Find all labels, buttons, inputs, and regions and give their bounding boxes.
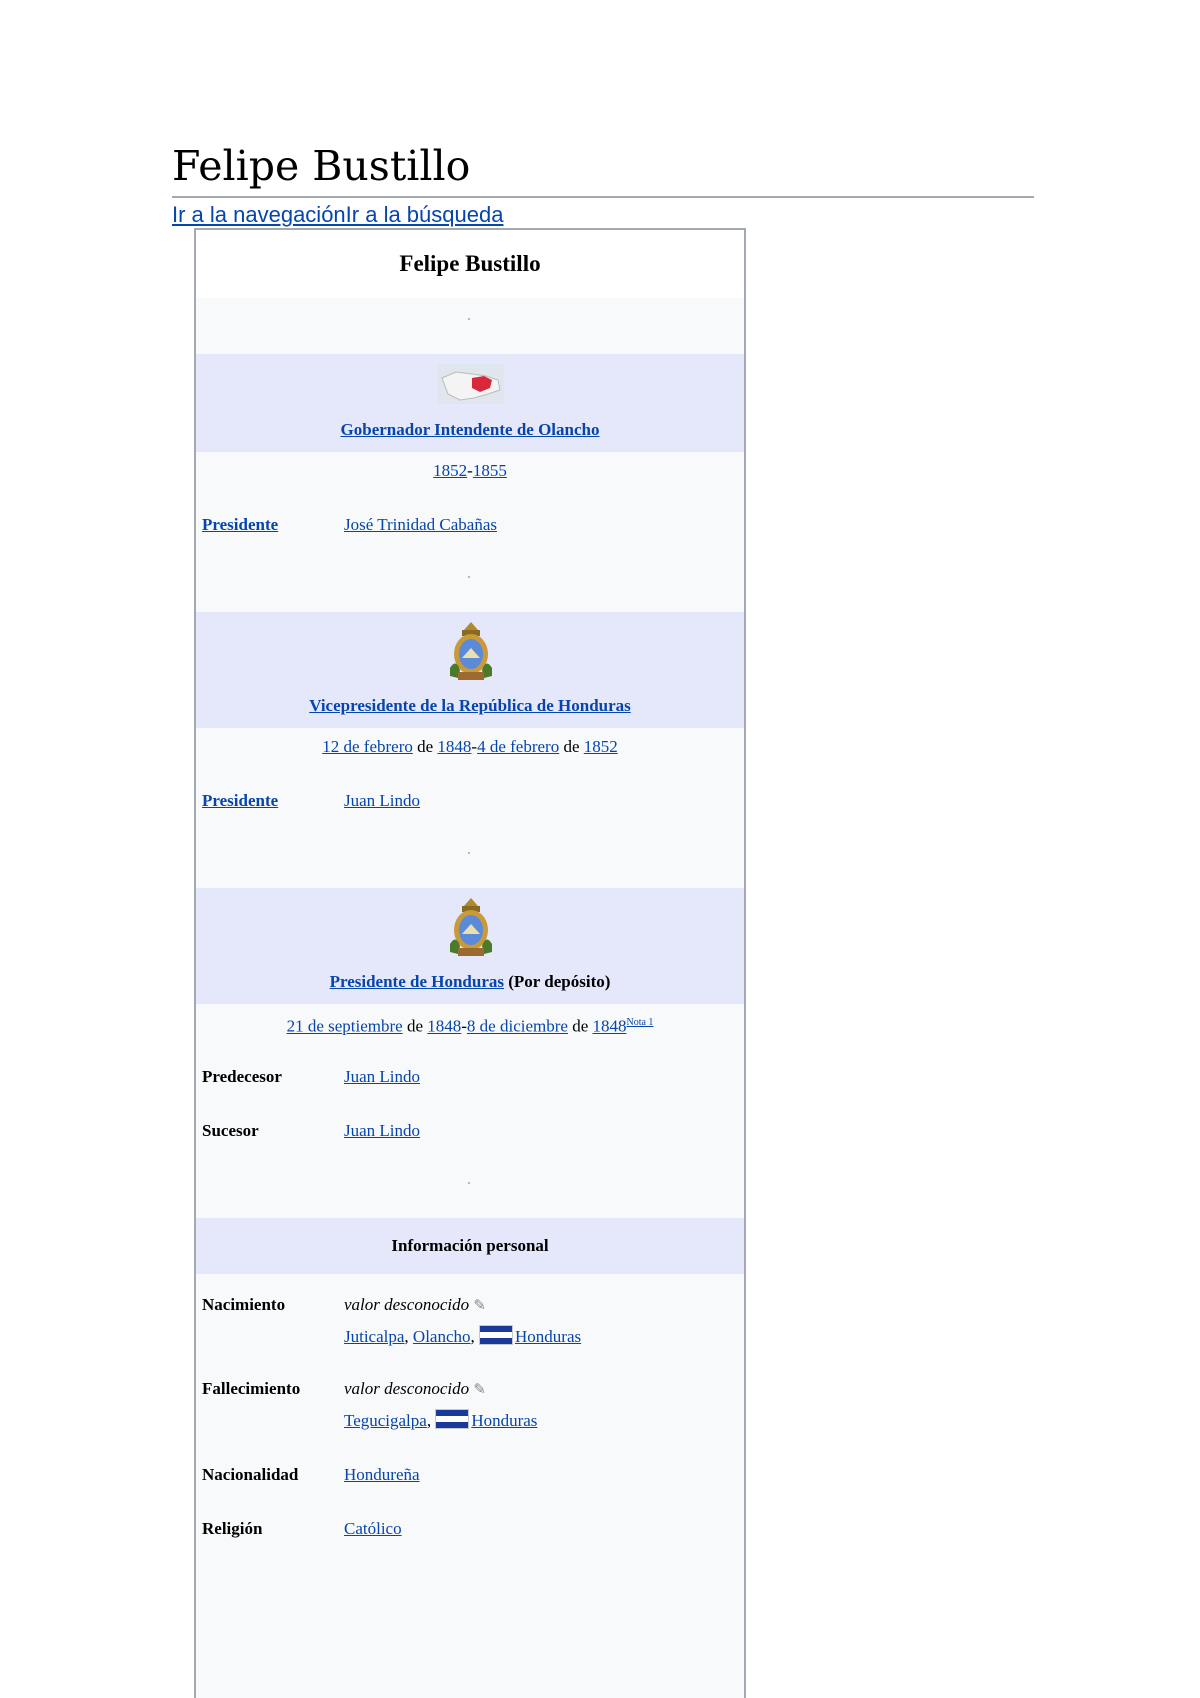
term-year-link[interactable]: 1852 xyxy=(583,737,618,756)
successor-label: Sucesor xyxy=(202,1121,259,1140)
comma: , xyxy=(426,1411,436,1430)
jump-links-text[interactable]: Ir a la navegaciónIr a la búsqueda xyxy=(172,202,504,227)
office-title-link[interactable]: Gobernador Intendente de Olancho xyxy=(340,420,600,439)
office-title-suffix: (Por depósito) xyxy=(504,972,611,991)
honduras-coat-of-arms-icon xyxy=(446,896,496,958)
pencil-icon[interactable]: ✎ xyxy=(473,1382,486,1398)
term-de: de xyxy=(567,1016,593,1036)
term-dash: - xyxy=(471,737,478,756)
death-place-row xyxy=(202,1406,738,1436)
office-title-link[interactable]: Presidente de Honduras xyxy=(329,972,504,991)
death-value: valor desconocido xyxy=(344,1379,470,1398)
term-line xyxy=(196,732,744,762)
death-label: Fallecimiento xyxy=(202,1379,301,1398)
nationality-label: Nacionalidad xyxy=(202,1465,299,1484)
predecessor-row xyxy=(202,1062,738,1092)
birth-label: Nacimiento xyxy=(202,1295,286,1314)
nationality-link[interactable]: Hondureña xyxy=(344,1465,420,1484)
president-row xyxy=(202,786,738,816)
separator-dot xyxy=(468,318,470,320)
office-title-link[interactable]: Vicepresidente de la República de Honduras xyxy=(309,696,631,715)
infobox-title: Felipe Bustillo xyxy=(196,230,744,298)
nationality-row xyxy=(202,1460,738,1490)
pencil-icon[interactable]: ✎ xyxy=(473,1298,486,1314)
predecessor-label: Predecesor xyxy=(202,1067,282,1086)
predecessor-link[interactable]: Juan Lindo xyxy=(344,1067,421,1086)
separator-dot xyxy=(468,576,470,578)
term-de: de xyxy=(402,1016,428,1036)
successor-row xyxy=(202,1116,738,1146)
term-start-link[interactable]: 1852 xyxy=(433,461,468,480)
birth-value: valor desconocido xyxy=(344,1295,470,1314)
note-link[interactable]: Nota 1 xyxy=(626,1017,654,1028)
honduras-coat-of-arms-icon xyxy=(446,620,496,682)
term-dash: - xyxy=(461,1016,467,1036)
term-de: de xyxy=(559,737,584,756)
term-year-link[interactable]: 1848 xyxy=(592,1016,627,1036)
president-label-link[interactable]: Presidente xyxy=(202,791,279,810)
office-band-vicepresident xyxy=(196,612,744,728)
term-year-link[interactable]: 1848 xyxy=(427,1016,462,1036)
term-date-link[interactable]: 8 de diciembre xyxy=(466,1016,568,1036)
honduras-flag-icon xyxy=(479,1325,513,1345)
infobox xyxy=(194,228,746,1698)
birth-city-link[interactable]: Juticalpa xyxy=(344,1327,405,1346)
honduras-flag-icon xyxy=(435,1409,469,1429)
jump-links[interactable] xyxy=(172,202,503,228)
birth-country-link[interactable]: Honduras xyxy=(515,1327,582,1346)
term-date-link[interactable]: 21 de septiembre xyxy=(286,1016,403,1036)
term-year-link[interactable]: 1848 xyxy=(437,737,472,756)
religion-row xyxy=(202,1514,738,1544)
personal-info-header: Información personal xyxy=(391,1236,549,1255)
death-city-link[interactable]: Tegucigalpa xyxy=(344,1411,427,1430)
office-band-president xyxy=(196,888,744,1004)
separator-dot xyxy=(468,1182,470,1184)
religion-link[interactable]: Católico xyxy=(344,1519,402,1538)
successor-link[interactable]: Juan Lindo xyxy=(344,1121,421,1140)
religion-label: Religión xyxy=(202,1519,263,1538)
birth-place-row xyxy=(202,1322,738,1352)
death-country-link[interactable]: Honduras xyxy=(471,1411,538,1430)
president-value-link[interactable]: José Trinidad Cabañas xyxy=(344,515,497,534)
term-dash: - xyxy=(467,461,473,480)
personal-info-band xyxy=(196,1218,744,1274)
office-band-olancho xyxy=(196,354,744,452)
page-title: Felipe Bustillo xyxy=(172,140,1034,198)
death-row xyxy=(202,1374,738,1404)
president-label-link[interactable]: Presidente xyxy=(202,515,279,534)
president-row xyxy=(202,510,738,540)
term-date-link[interactable]: 4 de febrero xyxy=(477,737,560,756)
birth-row xyxy=(202,1290,738,1320)
term-line xyxy=(196,456,744,486)
president-value-link[interactable]: Juan Lindo xyxy=(344,791,421,810)
birth-dept-link[interactable]: Olancho xyxy=(412,1327,471,1346)
comma: , xyxy=(404,1327,413,1346)
separator-dot xyxy=(468,852,470,854)
term-de: de xyxy=(412,737,438,756)
term-date-link[interactable]: 12 de febrero xyxy=(322,737,413,756)
comma: , xyxy=(470,1327,480,1346)
olancho-map-icon xyxy=(438,364,504,404)
term-end-link[interactable]: 1855 xyxy=(472,461,507,480)
term-line xyxy=(196,1008,744,1042)
